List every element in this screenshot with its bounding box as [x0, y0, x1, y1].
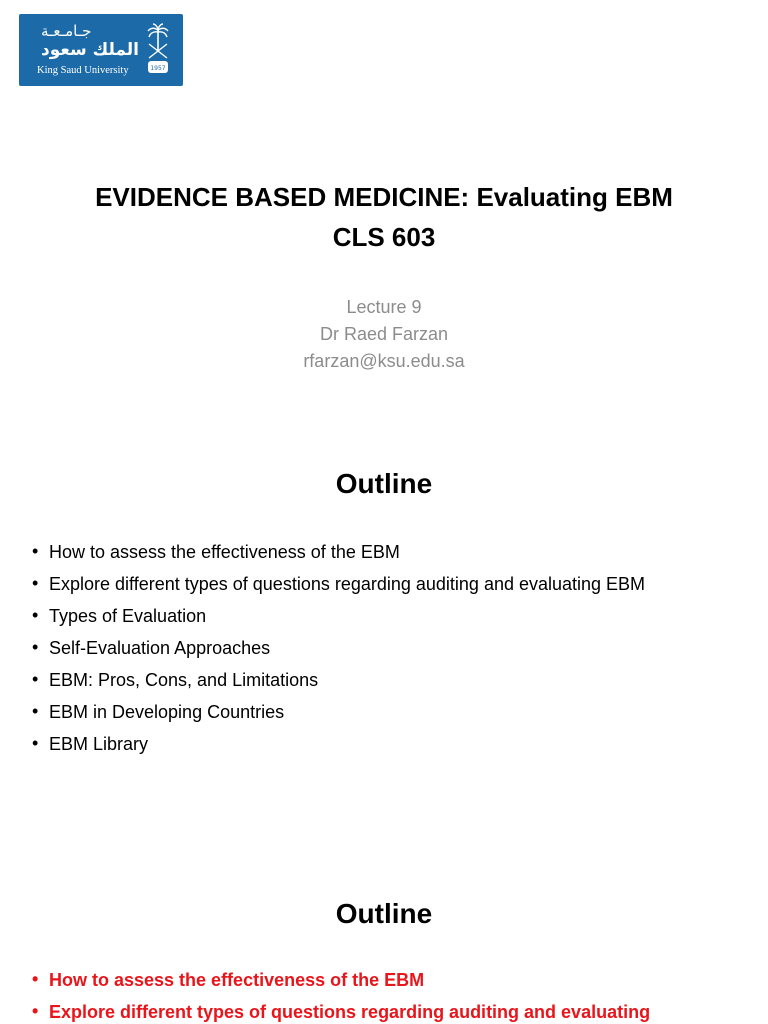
- outline-list: [32, 964, 650, 1024]
- course-code: CLS 603: [332, 222, 436, 252]
- list-item: • Self-Evaluation Approaches: [32, 632, 645, 664]
- svg-text:1957: 1957: [150, 65, 166, 72]
- list-item: • Types of Evaluation: [32, 600, 645, 632]
- author-name: Dr Raed Farzan: [319, 324, 449, 344]
- list-item-highlighted: • How to assess the effectiveness of the EBM: [32, 964, 650, 996]
- palm-swords-emblem-icon: [143, 22, 173, 78]
- list-item-highlighted: • Explore different types of questions regarding auditing and evaluating: [32, 996, 650, 1024]
- title-slide: [0, 0, 768, 420]
- outline-heading: Outline: [335, 898, 433, 929]
- list-item: • Explore different types of questions regarding auditing and evaluating EBM: [32, 568, 645, 600]
- page-title: EVIDENCE BASED MEDICINE: Evaluating EBM: [95, 182, 673, 212]
- outline-heading: Outline: [335, 468, 433, 499]
- outline-list: [32, 536, 645, 760]
- university-logo: [19, 14, 183, 86]
- logo-arabic-line-2: الملك سعود: [41, 40, 139, 60]
- lecture-number: Lecture 9: [346, 297, 422, 317]
- logo-english-name: King Saud University: [37, 65, 129, 76]
- outline-slide: [0, 430, 768, 770]
- list-item: • EBM Library: [32, 728, 645, 760]
- list-item: • EBM: Pros, Cons, and Limitations: [32, 664, 645, 696]
- list-item: • How to assess the effectiveness of the EBM: [32, 536, 645, 568]
- list-item: • EBM in Developing Countries: [32, 696, 645, 728]
- logo-arabic-line-1: جـامـعـة: [41, 22, 92, 40]
- outline-slide-highlighted: [0, 860, 768, 1024]
- author-email: rfarzan@ksu.edu.sa: [303, 351, 465, 371]
